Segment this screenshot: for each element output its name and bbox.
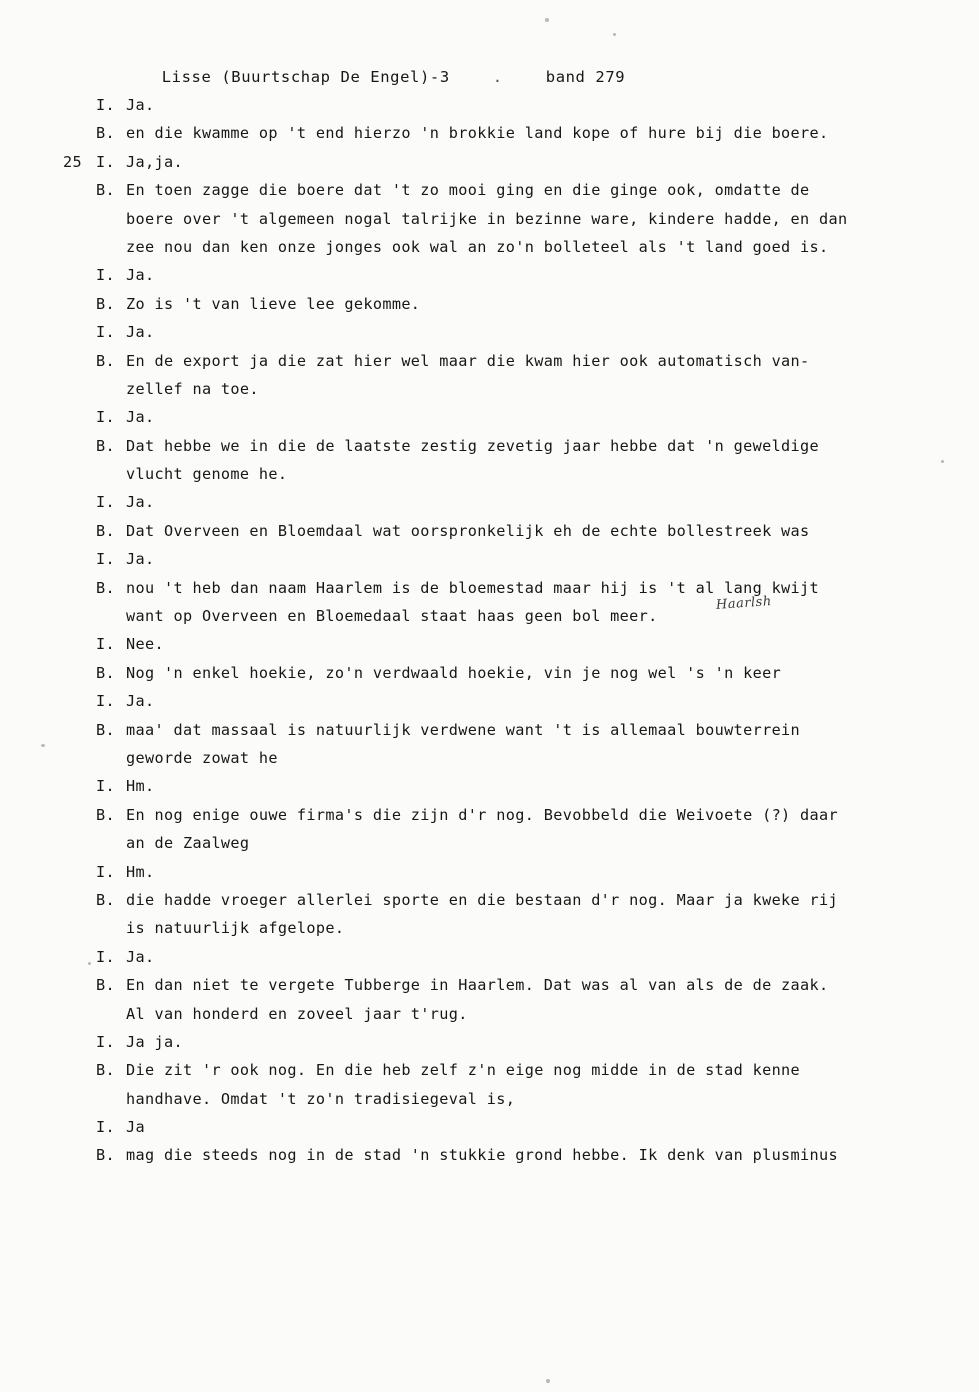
speaker-label: B. — [96, 1146, 115, 1165]
speaker-label: I. — [96, 96, 115, 114]
utterance-text: Ja. — [126, 692, 155, 711]
speaker-label: I. — [96, 152, 115, 171]
transcript-line — [0, 181, 979, 209]
transcript-line — [0, 1005, 979, 1033]
header-separator: . — [492, 68, 503, 86]
speaker-label: B. — [96, 436, 115, 455]
speaker-label: B. — [96, 720, 115, 739]
transcript-line — [0, 777, 979, 805]
utterance-continuation: handhave. Omdat 't zo'n tradisiegeval is, — [126, 1089, 516, 1108]
transcript-line — [0, 721, 979, 749]
speaker-label: B. — [96, 1061, 115, 1080]
utterance-text: En dan niet te vergete Tubberge in Haarlem. Dat was al van als de de zaak. — [126, 976, 829, 995]
utterance-text: Dat hebbe we in die de laatste zestig zevetig jaar hebbe dat 'n geweldige — [126, 436, 820, 455]
utterance-continuation: boere over 't algemeen nogal talrijke in bezinne ware, kindere hadde, en dan — [126, 209, 848, 228]
header-title: Lisse (Buurtschap De Engel)-3 — [161, 68, 450, 86]
transcript-line — [0, 522, 979, 550]
utterance-text: Zo is 't van lieve lee gekomme. — [126, 294, 421, 313]
utterance-continuation: zellef na toe. — [126, 379, 259, 398]
utterance-text: Nee. — [126, 635, 164, 654]
utterance-text: Dat Overveen en Bloemdaal wat oorspronkelijk eh de echte bollestreek was — [126, 521, 810, 540]
transcript-line — [0, 806, 979, 834]
transcript-line — [0, 1061, 979, 1089]
speck — [613, 33, 616, 36]
speaker-label: B. — [96, 578, 115, 597]
utterance-text: Ja ja. — [126, 1032, 183, 1051]
speaker-label: I. — [96, 266, 115, 285]
utterance-continuation: Al van honderd en zoveel jaar t'rug. — [126, 1004, 468, 1023]
transcript-line — [0, 976, 979, 1004]
line-number: 25 — [63, 152, 82, 171]
utterance-text: Die zit 'r ook nog. En die heb zelf z'n eige nog midde in de stad kenne — [126, 1061, 801, 1080]
utterance-text: Ja. — [126, 493, 155, 512]
transcript-line — [0, 352, 979, 380]
speck — [546, 1379, 550, 1383]
transcript-line — [0, 493, 979, 521]
utterance-text: maa' dat massaal is natuurlijk verdwene want 't is allemaal bouwterrein — [126, 720, 801, 739]
speaker-label: I. — [96, 493, 115, 512]
utterance-text: die hadde vroeger allerlei sporte en die bestaan d'r nog. Maar ja kweke rij — [126, 890, 839, 909]
transcript-line — [0, 834, 979, 862]
transcript-line — [0, 266, 979, 294]
speaker-label: B. — [96, 805, 115, 824]
utterance-continuation: vlucht genome he. — [126, 465, 288, 484]
speaker-label: I. — [96, 862, 115, 881]
transcript-line — [0, 437, 979, 465]
utterance-text: Hm. — [126, 862, 155, 881]
transcript-line — [0, 863, 979, 891]
speaker-label: I. — [96, 635, 115, 654]
transcript-line — [0, 692, 979, 720]
speck — [41, 744, 45, 747]
speaker-label: I. — [96, 408, 115, 427]
utterance-continuation: zee nou dan ken onze jonges ook wal an zo'n bolleteel als 't land goed is. — [126, 237, 829, 256]
utterance-text: Ja,ja. — [126, 152, 183, 171]
speaker-label: B. — [96, 976, 115, 995]
speaker-label: B. — [96, 663, 115, 682]
speaker-label: I. — [96, 550, 115, 569]
handwritten-margin-note: Haarlsh — [715, 594, 773, 613]
utterance-continuation: geworde zowat he — [126, 748, 278, 767]
speck — [545, 18, 549, 22]
utterance-text: mag die steeds nog in de stad 'n stukkie grond hebbe. Ik denk van plusminus — [126, 1146, 839, 1165]
utterance-continuation: an de Zaalweg — [126, 834, 250, 853]
utterance-text: Ja. — [126, 266, 155, 285]
speck — [88, 962, 91, 965]
header-band: band 279 — [545, 68, 626, 86]
utterance-text: Ja. — [126, 947, 155, 966]
utterance-text: nou 't heb dan naam Haarlem is de bloemestad maar hij is 't al lang kwijt — [126, 578, 820, 597]
transcript-line — [0, 408, 979, 436]
utterance-text: En nog enige ouwe firma's die zijn d'r nog. Bevobbeld die Weivoete (?) daar — [126, 805, 839, 824]
transcript-line — [0, 295, 979, 323]
transcript-line — [0, 153, 979, 181]
utterance-text: en die kwamme op 't end hierzo 'n brokkie land kope of hure bij die boere. — [126, 124, 829, 143]
speaker-label: B. — [96, 181, 115, 200]
transcript-line — [0, 323, 979, 351]
utterance-text: Ja. — [126, 408, 155, 427]
utterance-text: Hm. — [126, 777, 155, 796]
utterance-continuation: want op Overveen en Bloemedaal staat haas geen bol meer. — [126, 607, 658, 626]
speaker-label: B. — [96, 124, 115, 143]
transcript-line — [0, 210, 979, 238]
utterance-text: Ja. — [126, 323, 155, 342]
speaker-label: I. — [96, 323, 115, 342]
transcript-line — [0, 1118, 979, 1146]
transcript-line — [0, 1090, 979, 1118]
transcript-line — [0, 607, 979, 635]
transcript-line — [0, 1146, 979, 1174]
transcript-line — [0, 635, 979, 663]
utterance-text: En de export ja die zat hier wel maar die kwam hier ook automatisch van- — [126, 351, 810, 370]
transcript-line — [0, 96, 979, 124]
speaker-label: B. — [96, 351, 115, 370]
speaker-label: I. — [96, 777, 115, 796]
utterance-text: Nog 'n enkel hoekie, zo'n verdwaald hoekie, vin je nog wel 's 'n keer — [126, 663, 782, 682]
speaker-label: B. — [96, 521, 115, 540]
utterance-text: Ja. — [126, 550, 155, 569]
utterance-text: Ja. — [126, 96, 155, 114]
transcript-body — [0, 96, 979, 1175]
speaker-label: I. — [96, 692, 115, 711]
transcript-line — [0, 919, 979, 947]
speaker-label: B. — [96, 294, 115, 313]
speaker-label: I. — [96, 947, 115, 966]
speaker-label: I. — [96, 1118, 115, 1137]
transcript-line — [0, 380, 979, 408]
utterance-text: Ja — [126, 1118, 145, 1137]
transcript-line — [0, 664, 979, 692]
transcript-line — [0, 891, 979, 919]
speaker-label: I. — [96, 1032, 115, 1051]
transcript-line — [0, 948, 979, 976]
transcript-line — [0, 124, 979, 152]
transcript-line — [0, 238, 979, 266]
transcript-line — [0, 579, 979, 607]
transcript-line — [0, 1033, 979, 1061]
speck — [941, 460, 944, 463]
utterance-text: En toen zagge die boere dat 't zo mooi ging en die ginge ook, omdatte de — [126, 181, 810, 200]
transcript-line — [0, 465, 979, 493]
transcript-line — [0, 749, 979, 777]
transcript-line — [0, 550, 979, 578]
speaker-label: B. — [96, 890, 115, 909]
utterance-continuation: is natuurlijk afgelope. — [126, 919, 345, 938]
